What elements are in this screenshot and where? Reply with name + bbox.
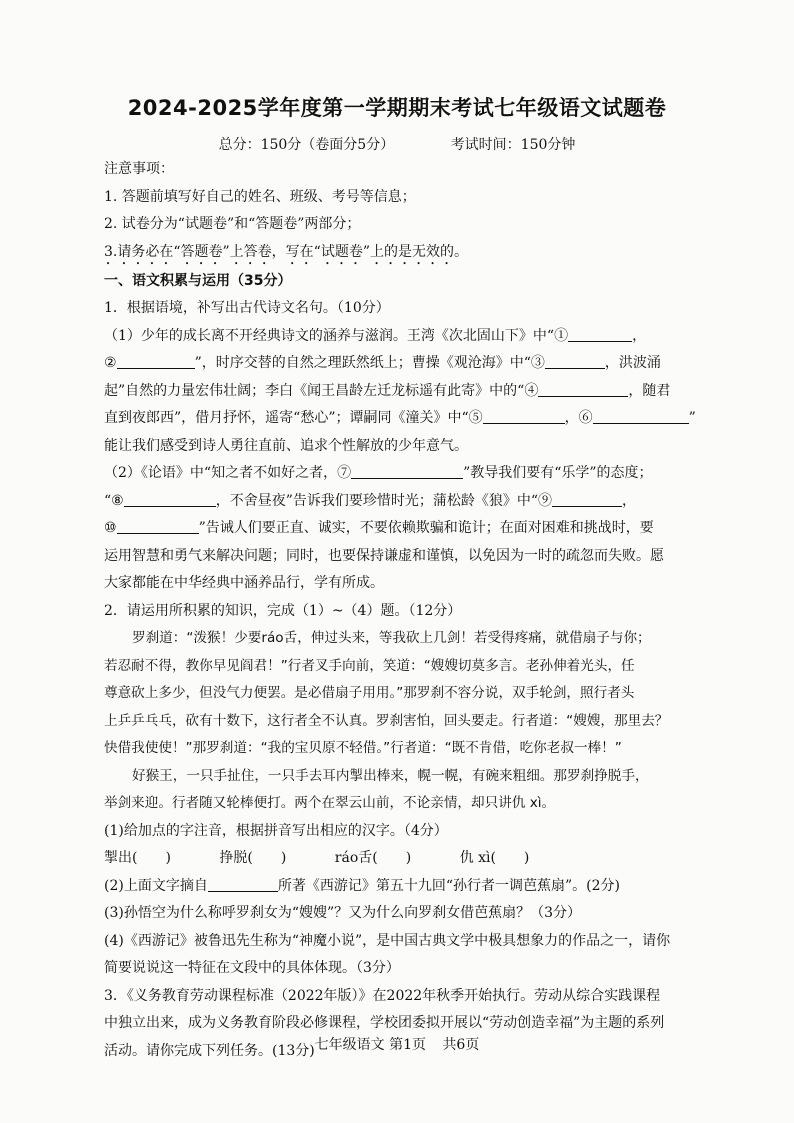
exam-time: 考试时间：150分钟 [450, 137, 576, 153]
q1-text: ， [632, 327, 647, 344]
q2-sub3: (3)孙悟空为什么称呼罗刹女为“嫂嫂”？又为什么向罗刹女借芭蕉扇？（3分） [104, 905, 582, 921]
q1-text: ， [622, 492, 637, 509]
notes-item-2: 2. 试卷分为“试题卷”和“答题卷”两部分； [104, 216, 361, 232]
answer-blank-9[interactable] [552, 490, 622, 507]
q1-part1-line3 [104, 378, 694, 406]
q1-part2-line5: 大家都能在中华经典中涵养品行，学有所成。 [104, 575, 384, 591]
notes-heading: 注意事项： [104, 161, 174, 177]
q1-text: （2）《论语》中“知之者不如好之者，⑦ [104, 465, 352, 481]
q2-sub4-line1: (4)《西游记》被鲁迅先生称为“神魔小说”，是中国古典文学中极具想象力的作品之一，请你 [104, 932, 671, 949]
exam-content [104, 156, 694, 1065]
passage-line: 举剑来迎。行者随又轮棒便打。两个在翠云山前，不论亲情，却只讲仇 xì。 [104, 795, 556, 811]
q2-sub1: (1)给加点的字注音，根据拼音写出相应的汉字。（4分） [104, 822, 448, 839]
q1-text: 直到夜郎西”，借月抒怀，遥寄“愁心”；谭嗣同《潼关》中“⑤ [104, 410, 483, 426]
passage-line: 若忍耐不得，教你早见阎君！”行者叉手向前，笑道：“嫂嫂切莫多言。老孙伸着光头，任 [104, 657, 635, 674]
q1-part1-line1 [104, 323, 694, 351]
answer-blank-2[interactable] [117, 352, 195, 369]
pinyin-item[interactable]: 掣出( ) [104, 850, 171, 866]
pinyin-item[interactable]: ráo舌( ) [334, 850, 412, 866]
q1-text: ”教导我们要有“乐学”的态度； [463, 465, 653, 481]
q1-part2-line2 [104, 488, 694, 516]
notes-item-1: 1. 答题前填写好自己的姓名、班级、考号等信息； [104, 188, 416, 205]
q3-line1: 3．《义务教育劳动课程标准（2022年版）》在2022年秋季开始执行。劳动从综合实践课程 [104, 987, 661, 1004]
total-score: 总分：150分（卷面分5分） [218, 137, 395, 153]
answer-blank-4[interactable] [538, 380, 628, 397]
q2-stem: 2．请运用所积累的知识，完成（1）~（4）题。（12分） [104, 602, 462, 619]
passage-line: 上乒乒乓乓，砍有十数下，这行者全不认真。罗刹害怕，回头要走。行者道：“嫂嫂，那里去？ [104, 712, 669, 729]
passage-line: 好猴王，一只手扯住，一只手去耳内掣出棒来，幌一幌，有碗来粗细。那罗刹挣脱手， [132, 767, 649, 784]
notes-item-3: 3.请务必在“答题卷”上答卷，写在“试题卷”上的是无效的。 [104, 243, 468, 260]
q1-text: ⑩ [104, 520, 117, 536]
q1-text: 起”自然的力量宏伟壮阔；李白《闻王昌龄左迁龙标遥有此寄》中的“④ [104, 382, 539, 399]
q2-text: 所著《西游记》第五十九回“孙行者一调芭蕉扇”。(2分) [277, 877, 620, 894]
q1-text: ，随君 [628, 382, 671, 399]
q1-text: ” [688, 410, 696, 426]
q1-text: ，⑥ [564, 410, 593, 426]
answer-blank-author[interactable] [208, 875, 278, 892]
footer-total-pages: 共6页 [442, 1037, 480, 1053]
xiyouji-passage [104, 625, 694, 818]
q1-part2-line4: 运用智慧和勇气来解决问题；同时，也要保持谦虚和谨慎，以免因为一时的疏忽而失败。愿 [104, 547, 664, 564]
passage-line: 快借我使使！”那罗刹道：“我的宝贝原不轻借。”行者道：“既不肯借，吃你老叔一棒！” [104, 740, 622, 756]
footer-page-number: 七年级语文 第1页 [314, 1037, 426, 1053]
q1-text: ”告诫人们要正直、诚实，不要依赖欺骗和诡计；在面对困难和挑战时，要 [198, 520, 654, 536]
q3-line2: 中独立出来，成为义务教育阶段必修课程，学校团委拟开展以“劳动创造幸福”为主题的系列 [104, 1015, 665, 1031]
q2-sub2 [104, 873, 694, 901]
q1-part1-line4 [104, 405, 694, 433]
exam-subtitle [0, 134, 794, 154]
q1-stem: 1．根据语境，补写出古代诗文名句。（10分） [104, 300, 390, 316]
passage-line: 罗刹道：“泼猴！少要ráo舌，伸过头来，等我砍上几剑！若受得疼痛，就借扇子与你； [132, 630, 651, 646]
pinyin-item[interactable]: 挣脱( ) [219, 850, 287, 866]
q1-text: ② [104, 355, 117, 371]
passage-line: 尊意砍上多少，但没气力便罢。是必借扇子用用。”那罗刹不容分说，双手轮剑，照行者头 [104, 685, 635, 701]
exam-title: 2024-2025学年度第一学期期末考试七年级语文试题卷 [127, 96, 667, 120]
q1-text: “⑧ [104, 492, 124, 509]
answer-blank-3[interactable] [545, 352, 605, 369]
q1-part1-line5: 能让我们感受到诗人勇往直前、追求个性解放的少年意气。 [104, 437, 468, 454]
answer-blank-8[interactable] [124, 490, 216, 507]
q3-line3: 活动。请你完成下列任务。(13分) [104, 1042, 315, 1059]
q1-text: ，不舍昼夜”告诉我们要珍惜时光；蒲松龄《狼》中“⑨ [215, 492, 553, 509]
answer-blank-10[interactable] [117, 517, 199, 534]
q1-part2-line1 [104, 460, 694, 488]
q2-pinyin-items [104, 845, 694, 873]
answer-blank-7[interactable] [351, 462, 463, 479]
pinyin-item[interactable]: 仇 xì( ) [459, 850, 530, 866]
q2-sub4-line2: 简要说说这一特征在文段中的具体体现。（3分） [104, 960, 400, 976]
q1-text: ”，时序交替的自然之理跃然纸上；曹操《观沧海》中“③ [194, 355, 545, 371]
q1-part2-line3 [104, 515, 694, 543]
section-1-heading: 一、语文积累与运用（35分） [104, 272, 292, 289]
answer-blank-5[interactable] [483, 407, 565, 424]
page-footer [0, 1034, 794, 1054]
answer-blank-1[interactable] [568, 325, 632, 342]
q2-text: (2)上面文字摘自 [104, 877, 208, 894]
q1-text: ，洪波涌 [604, 355, 661, 371]
q1-text: （1）少年的成长离不开经典诗文的涵养与滋润。王湾《次北固山下》中“① [104, 327, 569, 344]
answer-blank-6[interactable] [593, 407, 689, 424]
q1-part1-line2 [104, 350, 694, 378]
